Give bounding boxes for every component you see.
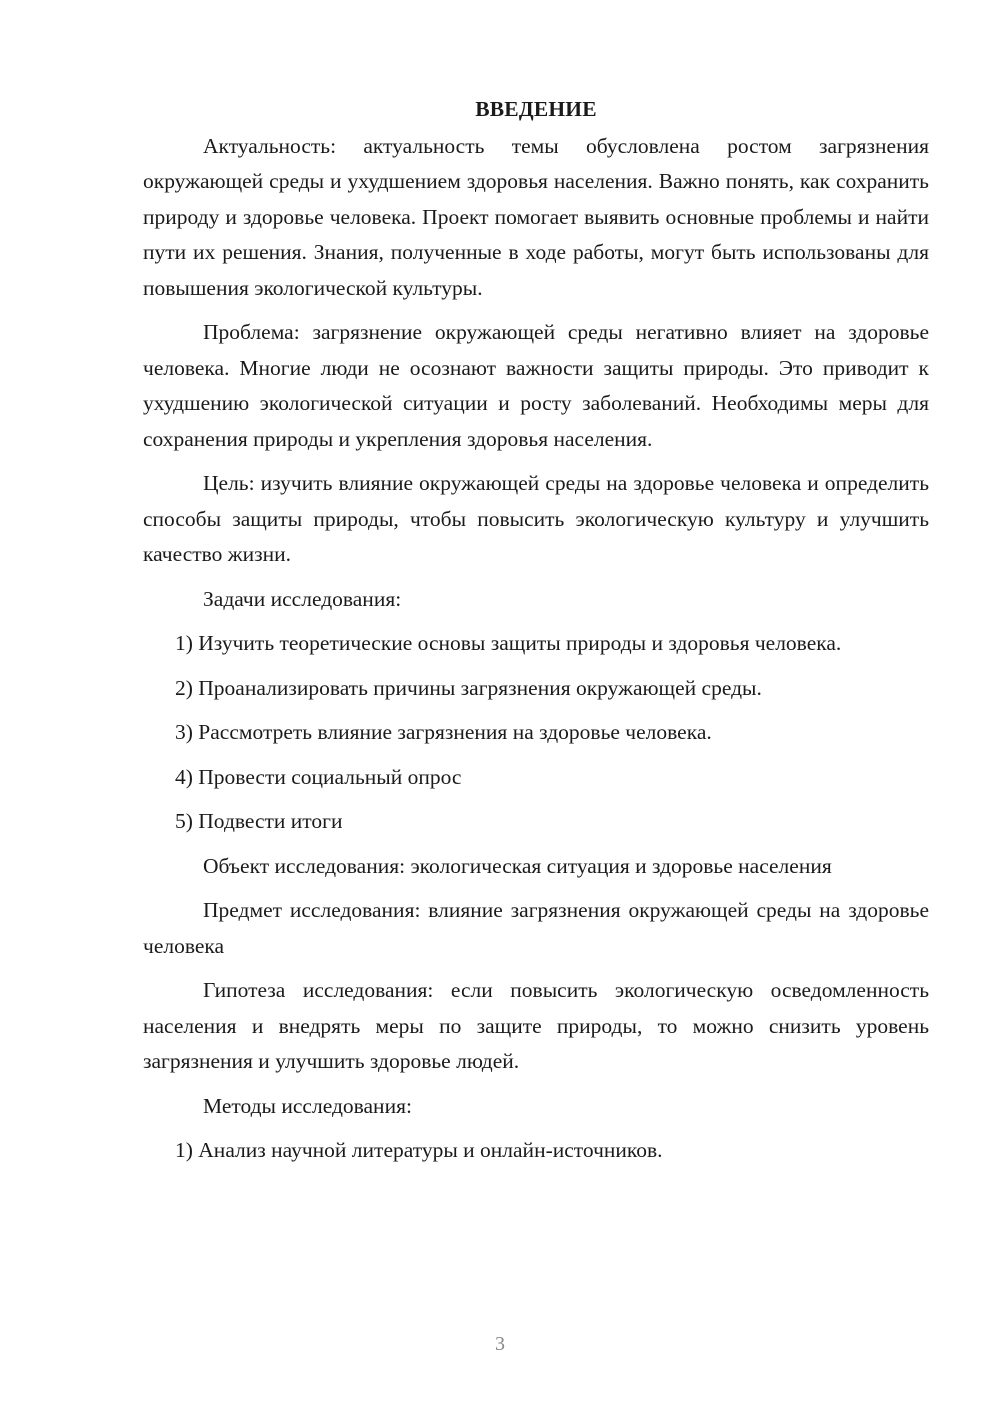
tasks-heading: Задачи исследования: <box>203 586 402 611</box>
paragraph-goal: Цель: изучить влияние окружающей среды на здоровье человека и определить способы защиты природы, чтобы повысить экологическую культуру и улучшить качество жизни. <box>143 471 929 566</box>
method-item: 1) Анализ научной литературы и онлайн-источников. <box>175 1138 663 1162</box>
paragraph-problem: Проблема: загрязнение окружающей среды негативно влияет на здоровье человека. Многие люди не осознают важности защиты природы. Это приводит к ухудшению экологической ситуации и росту заболеваний. Необходимы меры для сохранения природы и укрепления здоровья населения. <box>143 320 929 451</box>
paragraph-hypothesis: Гипотеза исследования: если повысить экологическую осведомленность населения и внедрять меры по защите природы, то можно снизить уровень загрязнения и улучшить здоровье людей. <box>143 978 929 1073</box>
task-item: 5) Подвести итоги <box>175 809 343 833</box>
task-item: 4) Провести социальный опрос <box>175 764 462 789</box>
paragraph-relevance: Актуальность: актуальность темы обусловлена ростом загрязнения окружающей среды и ухудшением здоровья населения. Важно понять, как сохранить природу и здоровье человека. Проект помогает выявить основные проблемы и найти пути их решения. Знания, полученные в ходе работы, могут быть использованы для повышения экологической культуры. <box>143 133 929 300</box>
paragraph-object: Объект исследования: экологическая ситуация и здоровье населения <box>203 853 832 878</box>
paragraph-subject: Предмет исследования: влияние загрязнения окружающей среды на здоровье человека <box>143 898 929 958</box>
methods-heading: Методы исследования: <box>203 1093 412 1118</box>
task-item: 3) Рассмотреть влияние загрязнения на здоровье человека. <box>175 720 712 744</box>
section-title: ВВЕДЕНИЕ <box>475 97 597 121</box>
task-item: 1) Изучить теоретические основы защиты природы и здоровья человека. <box>175 631 842 655</box>
task-item: 2) Проанализировать причины загрязнения окружающей среды. <box>175 675 762 700</box>
page-content <box>143 92 929 1169</box>
page-number: 3 <box>495 1333 505 1355</box>
